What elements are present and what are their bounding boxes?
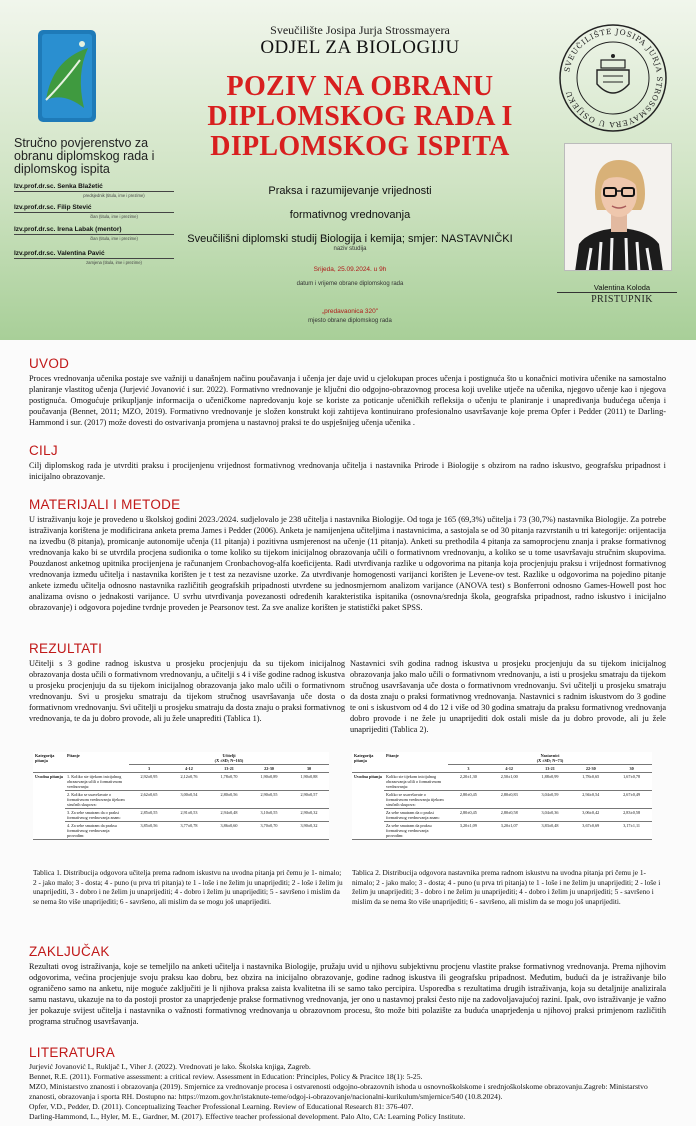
- member-role-hint: član (titula, ime i prezime): [90, 214, 138, 219]
- section-text-uvod: Proces vrednovanja učenika postaje sve važniji u današnjem načinu poučavanja i učenja jer daje uvid u cjelokupan proces učenja i postignuća što u konačnici motivira učenike na samostalno planiranje vlastitog učenja (Jurjević Jovanović i sur. 2022). Formativno vrednovanje je ključni dio odgojno-obrazovnog procesa koji uvelike utječe na učenika, njegovo učenje kao i njegova postignuća. Omogućuje prikupljanje informacija o učeničkome napredovanju koje se koriste za poticanje učeničkih refleksija o učenju te planiranje i unapređivanja budućega učenja i poučavanja (Bennet, 2011; MZO, 2019). Formativno vrednovanje je složen konstrukt koji zahtijeva kontinuirano profesionalno usavršavanje koje prema Opfer i Pedder (2011) te Darling-Hammond i sur. (2017) može dovesti do ostvarivanja promjena u nastavnoj praksi te do uspješnijeg učenja učenika .: [29, 374, 666, 427]
- section-text-cilj: Cilj diplomskog rada je utvrditi praksu i procijenjenu vrijednost formativnog vrednovanja učitelja i nastavnika Prirode i Biologije s obzirom na radno iskustvo, geografsku pripadnost i inicijalno obrazovanje.: [29, 461, 666, 481]
- defense-place: [220, 308, 480, 324]
- member-role-hint: predsjednik (titula, ime i prezime): [83, 193, 145, 198]
- table-value-cell: 3,77±0,78: [169, 822, 209, 840]
- member-name: Izv.prof.dr.sc. Senka Blažetić: [14, 183, 174, 192]
- table-header-year: 13-21: [530, 765, 571, 773]
- table-group-title: Nastavnici: [540, 753, 560, 758]
- table-value-cell: 2,90±0,32: [289, 809, 329, 822]
- study-program: [175, 233, 525, 252]
- table-value-cell: 3,20±1,09: [448, 822, 489, 840]
- table-row: [33, 791, 329, 809]
- member-role-hint: zamjena (titula, ime i prezime): [86, 260, 142, 265]
- table-value-cell: 3,86±0,60: [209, 822, 249, 840]
- table-value-cell: 2,20±1,30: [448, 773, 489, 791]
- reference-item: Jurjević Jovanović I., Rukljač I., Viher J. (2022). Vrednovati je lako. Školska knjiga, Zagreb.: [29, 1062, 311, 1071]
- table-question-cell: Za sebe smatram da praksu formativnog vrednovanja provodim:: [384, 822, 448, 840]
- table-header-year: 22-30: [249, 765, 289, 773]
- datetime-caption: datum i vrijeme obrane diplomskog rada: [296, 281, 404, 287]
- table-value-cell: 2,80±0,45: [448, 809, 489, 822]
- table-row: [33, 822, 329, 840]
- table-value-cell: 2,94±0,48: [209, 809, 249, 822]
- section-title-cilj: CILJ: [29, 443, 58, 458]
- table-value-cell: 2,90±0,55: [249, 791, 289, 809]
- thesis-title-text: formativnog vrednovanja: [289, 209, 411, 221]
- table-value-cell: 1,90±0,88: [289, 773, 329, 791]
- member-role-hint: član (titula, ime i prezime): [90, 236, 138, 241]
- table-category-cell: Uvodna pitanja: [352, 773, 384, 840]
- committee-title: Stručno povjerenstvo za obranu diplomskog rada i diplomskog ispita: [14, 136, 155, 176]
- table-value-cell: 2,94±0,54: [570, 791, 611, 809]
- student-photo: [564, 143, 672, 271]
- seal-text: SVEUČILIŠTE JOSIPA JURJA STROSSMAYERA U OSIJEKU: [562, 26, 665, 130]
- table-header-question: Pitanje: [65, 752, 129, 773]
- table-row: [33, 809, 329, 822]
- table-value-cell: 3,20±1,07: [489, 822, 530, 840]
- study-caption: naziv studija: [333, 246, 367, 252]
- table-header-year: 22-30: [570, 765, 611, 773]
- table-row: [352, 822, 652, 840]
- table-question-cell: 3. Za sebe smatram da o praksi formativnog vrednovanja znam:: [65, 809, 129, 822]
- table-value-cell: 3,10±0,55: [249, 809, 289, 822]
- table-header-year: 4-12: [169, 765, 209, 773]
- results-text-educators: Nastavnici svih godina radnog iskustva u prosjeku procjenjuju da su tijekom inicijalnog obrazovanja jako malo učili o formativnom vrednovanju, a isti u prosjeku smatraju da tijekom stručnog usavršavanja uče dosta o formativnom vrednovanju. Svi učitelji u prosjeku smatraju da dosta znaju o praksi formativnog vrednovanja. Nastavnici s radnim iskustvom do 3 godine te oni s iskustvom od 4 do 12 i više od 30 godina smatraju da praksu formativnog vrednovanja dobro provode i ne žele ju unaprijediti dok ostali misle da ju dobro provode, ali ju žele unaprijediti (Tablica 2).: [350, 659, 666, 734]
- table-header-year: 3: [448, 765, 489, 773]
- table-value-cell: 3,00±0,54: [169, 791, 209, 809]
- table-value-cell: 3,83±0,48: [530, 822, 571, 840]
- datetime-value: Srijeda, 25.09.2024. u 9h: [313, 266, 387, 273]
- portrait-image: [565, 144, 672, 271]
- table-value-cell: 3,06±0,42: [570, 809, 611, 822]
- table-question-cell: 2. Koliko se usavršavate o formativnom vrednovanju tijekom stručnih skupova:: [65, 791, 129, 809]
- table-value-cell: 2,91±0,53: [169, 809, 209, 822]
- university-seal: [557, 22, 669, 134]
- committee-member-substitute: [14, 250, 174, 265]
- table-header-group: [448, 752, 652, 765]
- table-value-cell: 3,04±0,59: [530, 791, 571, 809]
- table-header-year: 30: [289, 765, 329, 773]
- table-value-cell: 2,85±0,55: [129, 809, 169, 822]
- thesis-title-line1: [200, 185, 500, 197]
- table-value-cell: 2,90±0,57: [289, 791, 329, 809]
- place-caption: mjesto obrane diplomskog rada: [308, 318, 392, 324]
- table-value-cell: 2,67±0,49: [611, 791, 652, 809]
- table-value-cell: 2,80±0,45: [448, 791, 489, 809]
- reference-item: Bennet, R.E. (2011). Formative assessment: a critical review. Assessment in Education: Principles, Policy & Pracitce 18(1): 5-25.: [29, 1072, 423, 1081]
- section-title-zakljucak: ZAKLJUČAK: [29, 944, 110, 959]
- reference-item: Darling-Hammond, L., Hyler, M. E., Gardner, M. (2017). Effective teacher professional development. Palo Alto, CA: Learning Policy Institute.: [29, 1112, 466, 1121]
- table-header-year: 3: [129, 765, 169, 773]
- table-value-cell: 1,78±0,65: [570, 773, 611, 791]
- table-value-cell: 2,50±1,00: [489, 773, 530, 791]
- table-value-cell: 1,88±0,99: [530, 773, 571, 791]
- table-question-cell: 4. Za sebe smatram da praksu formativnog vrednovanja provodim:: [65, 822, 129, 840]
- poster-content: [0, 340, 696, 1126]
- student-divider: [557, 292, 677, 293]
- table-header-question: Pitanje: [384, 752, 448, 773]
- table-group-sub: (X̄ ±SD; N=73): [536, 758, 564, 763]
- table-question-cell: Koliko se usavršavate o formativnom vrednovanju tijekom stručnih skupova:: [384, 791, 448, 809]
- table-header-group: [129, 752, 329, 765]
- table-value-cell: 3,90±0,32: [289, 822, 329, 840]
- table-teachers: [33, 752, 329, 840]
- department-name: ODJEL ZA BIOLOGIJU: [260, 37, 460, 58]
- table-value-cell: 2,80±0,56: [209, 791, 249, 809]
- section-title-literatura: LITERATURA: [29, 1045, 116, 1060]
- table-value-cell: 2,92±0,95: [129, 773, 169, 791]
- member-name: Izv.prof.dr.sc. Irena Labak (mentor): [14, 226, 174, 235]
- table-row: [352, 809, 652, 822]
- student-name: Valentina Koloda: [593, 283, 651, 292]
- table-header-year: 4-12: [489, 765, 530, 773]
- table-value-cell: 3,67±0,69: [570, 822, 611, 840]
- member-name: Izv.prof.dr.sc. Filip Stević: [14, 204, 174, 213]
- table-category-cell: Uvodna pitanja: [33, 773, 65, 840]
- committee-member-president: [14, 183, 174, 198]
- biology-department-logo: [38, 30, 96, 122]
- table-row: [352, 773, 652, 791]
- table-value-cell: 1,90±0,89: [249, 773, 289, 791]
- table2-caption: Tablica 2. Distribucija odgovora nastavnika prema radnom iskustvu na uvodna pitanja pri čemu je 1- nimalo; 2 - jako malo; 3 - dosta; 4 - puno (u prva tri pitanja) te 1 - loše i ne želim ju unaprijediti; 2 - loše i želim ju unaprijediti; 3 - dobro i ne želim ju unaprijediti; 4 - dobro i želim ju unaprijediti; 5 - savršeno i mislim da se nema što više unaprijediti; 6 - savršeno, ali mislim da se mogu još unaprijediti.: [352, 868, 661, 906]
- section-title-metode: MATERIJALI I METODE: [29, 497, 181, 512]
- table-group-sub: (X̄ ±SD; N=165): [214, 758, 244, 763]
- table-value-cell: 1,78±0,70: [209, 773, 249, 791]
- defense-datetime: [220, 266, 480, 287]
- student-role: PRISTUPNIK: [591, 294, 653, 305]
- member-name: Izv.prof.dr.sc. Valentina Pavić: [14, 250, 174, 259]
- thesis-title-line2: [200, 209, 500, 221]
- table-header-category: Kategorija pitanja: [352, 752, 384, 773]
- table-value-cell: 2,62±0,65: [129, 791, 169, 809]
- section-text-zakljucak: Rezultati ovog istraživanja, koje se temeljilo na anketi učitelja i nastavnika Biologije, pružaju uvid u njihovu subjektivnu procjenu vlastite prakse formativnog vrednovanja. Prema njihovim odgovorima, većina procjenjuje svoju praksu kao dobru, bez obzira na inicijalno obrazovanje, godine radnog iskustva ili geografsku pripadnost. Međutim, budući da je istraživanje bilo ograničeno samo na anketu, nije moguće zaključiti je li njihova praksa zaista kvalitetna ili se samo tako percipira. Usporedba s rezultatima drugih istraživanja, koja su detaljnije analizirala samu nastavu, ukazuje na to da postoji prostor za unaprjeđenje prakse formativnog vrednovanja, jer ono u nastavnoj praksi često nije na zadovoljavajućoj razini. Ipak, ovo istraživanje je važno jer pokazuje svijest učitelja i nastavnika o važnosti formativnog vrednovanja u obrazovnom procesu, što može biti polazište za buduća unaprjeđenja u njihovoj praksi primjenom različitih programa stručnog usavršavanja.: [29, 962, 666, 1026]
- table-question-cell: 1. Koliko ste tijekom inicijalnog obrazovanja učili o formativnom vrednovanju:: [65, 773, 129, 791]
- invitation-title: POZIV NA OBRANU DIPLOMSKOG RADA I DIPLOMSKOG ISPITA: [207, 71, 513, 162]
- table-value-cell: 3,17±1,11: [611, 822, 652, 840]
- table-group-title: Učitelji: [222, 753, 236, 758]
- table-question-cell: Koliko ste tijekom inicijalnog obrazovanja učili o formativnom vrednovanju:: [384, 773, 448, 791]
- table-value-cell: 2,12±0,76: [169, 773, 209, 791]
- table-educators: [352, 752, 652, 840]
- table-value-cell: 2,80±0,58: [489, 809, 530, 822]
- table-header-year: 13-21: [209, 765, 249, 773]
- poster-header: [0, 0, 696, 340]
- table-value-cell: 3,04±0,36: [530, 809, 571, 822]
- committee-member-1: [14, 204, 174, 219]
- table-row: [352, 791, 652, 809]
- table-value-cell: 3,85±0,56: [129, 822, 169, 840]
- table-row: [33, 773, 329, 791]
- section-text-metode: U istraživanju koje je provedeno u školskoj godini 2023./2024. sudjelovalo je 238 učitelja i nastavnika Biologije. Od toga je 165 (69,3%) učitelja i 73 (30,7%) nastavnika Biologije. Za potrebe istraživanja korištena je modificirana anketa prema James i Pedder (2006). Anketa je namijenjena učiteljima i nastavnicima, a sastojala se od 30 pitanja razvrstanih u tri kategorije: orijentacija na izvedbu (8 pitanja), promicanje autonomije učenja (11 pitanja) i pozitivna usmjerenost na učenje (11 pitanja). Anketi su prethodila 4 pitanja za samoprocjenu znanja i prakse formativnog vrednovanja kako bi se utvrdila procjena sudionika o tome koliko su tijekom inicijalnog obrazovanja učili o formativnom vrednovanju, a koliko se u tome usavršavaju stručnim skupovima. Pouzdanost anketnog upitnika procijenjena je računanjem Cronbachovog-alfa koeficijenta. Radi utvrđivanja razlike u odgovorima na pitanja koja procjenjuju praksu i vrijednost formativnog vrednovanja između učitelja i nastavnika korišten je t test za nezavisne uzorke. Za utvrđivanje homogenosti varijanci korišten je Levene-ov test. Razlike u odgovorima na pojedino pitanje ankete između učitelja odnosno nastavnika različitih geografskih pripadnosti utvrđene su jednosmjernom analizom varijance (ANOVA test) s Bonferroni odnosno Games-Howell post hoc analizama ovisno o jednakosti varijance. U svrhu utvrđivanja povezanosti određenih karakteristika ispitanika (osnovna/srednja škola, geografska pripadnost, radno iskustvo i inicijalno obrazovanje) i odgovora pojedine tvrdnje proveden je Pearsonov test. Za sve analize korišten je statistički paket SPSS.: [29, 515, 666, 612]
- committee-member-mentor: [14, 226, 174, 241]
- table-value-cell: 1,67±0,78: [611, 773, 652, 791]
- reference-item: MZO, Ministarstvo znanosti i obrazovanja (2019). Smjernice za vrednovanje procesa i ostvarenosti odgojno-obrazovnih ishoda u osnovnoškolskome i srednjoškolskome obrazovanju.Zagreb: Ministarstvo znanosti, obrazovanja i sporta RH. Dostupno na: https://mzom.gov.hr/istaknute-teme/odgoj-i-obrazovanje/nacionalni-kurikulum/smjernice/540 (10.8.2024).: [29, 1082, 648, 1101]
- table-value-cell: 2,80±0,83: [489, 791, 530, 809]
- table-value-cell: 2,83±0,58: [611, 809, 652, 822]
- table-header-year: 30: [611, 765, 652, 773]
- study-program-text: Sveučilišni diplomski studij Biologija i kemija; smjer: NASTAVNIČKI: [187, 233, 513, 245]
- table-header-category: Kategorija pitanja: [33, 752, 65, 773]
- table1-caption: Tablica 1. Distribucija odgovora učitelja prema radnom iskustvu na uvodna pitanja pri čemu je 1- nimalo; 2 - jako malo; 3 - dosta; 4 - puno (u prva tri pitanja) te 1 - loše i ne želim ju unaprijediti; 2 - loše i želim ju unaprijediti, 3 - dobro i ne želim ju unaprijediti; 4 - dobro i želim ju unaprijediti; 5 - savršeno i mislim da se nema što više unaprijediti; 6 - savršeno, ali mislim da se mogu još unaprijediti.: [33, 868, 343, 906]
- table-value-cell: 3,70±0,70: [249, 822, 289, 840]
- place-value: „predavaonica 320": [321, 308, 379, 315]
- table-question-cell: Za sebe smatram da o praksi formativnog vrednovanja znam:: [384, 809, 448, 822]
- results-text-teachers: Učitelji s 3 godine radnog iskustva u prosjeku procjenjuju da su tijekom inicijalnog obrazovanja dosta učili o formativnom vrednovanju, a učitelji s 4 i više godine radnog iskustva u prosjeku procjenjuju da su tijekom inicijalnog obrazovanja jako malo učili o formativnom vrednovanju. Svi u prosjeku smatraju da tijekom stručnog usavršavanja uče dosta o formativnom vrednovanju. Svi učitelji u prosjeku smatraju da dosta znaju o praksi formativnog vrednovanja, te da ju dobro provode, ali ju žele unapređiti (Tablica 1).: [29, 659, 345, 723]
- section-title-rezultati: REZULTATI: [29, 641, 103, 656]
- section-title-uvod: UVOD: [29, 356, 70, 371]
- university-name: Sveučilište Josipa Jurja Strossmayera: [270, 23, 450, 37]
- reference-item: Opfer, V.D., Pedder, D. (2011). Conceptualizing Teacher Professional Learning. Review of Educational Research 81: 376-407.: [29, 1102, 414, 1111]
- thesis-title-text: Praksa i razumijevanje vrijednosti: [268, 185, 432, 197]
